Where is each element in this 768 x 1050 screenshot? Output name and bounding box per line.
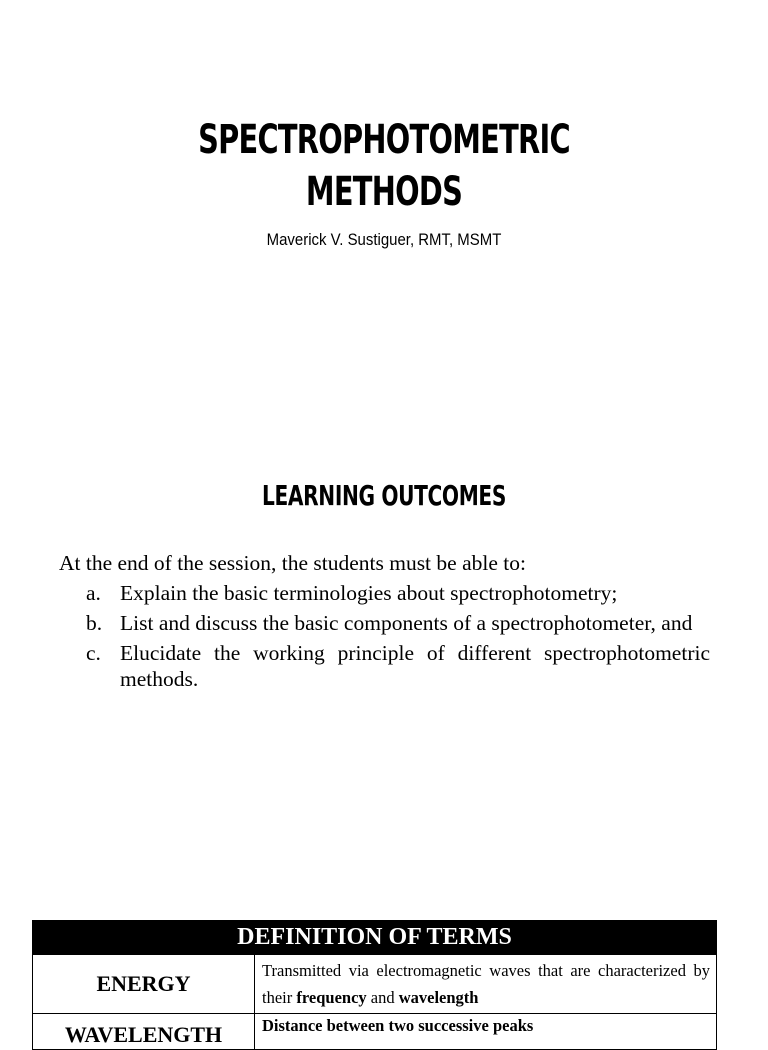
- outcome-item-b: [86, 610, 710, 636]
- document-title: [108, 114, 661, 218]
- definition-table-heading: DEFINITION OF TERMS: [33, 921, 717, 955]
- definition-row-wavelength: [33, 1014, 717, 1050]
- author-name: Maverick V. Sustiguer, RMT, MSMT: [266, 230, 502, 249]
- outcome-text: Explain the basic terminologies about spectrophotometry;: [120, 581, 618, 605]
- outcome-item-a: [86, 580, 710, 606]
- definition-table: [32, 920, 717, 1050]
- outcome-text: Elucidate the working principle of different spectrophotometric methods.: [120, 641, 710, 691]
- term-energy: ENERGY: [33, 955, 255, 1014]
- title-line-1: SPECTROPHOTOMETRIC: [198, 117, 570, 163]
- definition-keyword-wavelength: wavelength: [398, 988, 479, 1007]
- learning-outcomes-list: [86, 580, 710, 696]
- definition-row-energy: [33, 955, 717, 1014]
- learning-outcomes-heading: LEARNING OUTCOMES: [262, 479, 506, 512]
- outcome-item-c: [86, 640, 710, 692]
- definition-keyword-frequency: frequency: [296, 988, 367, 1007]
- learning-outcomes-intro: At the end of the session, the students must be able to:: [59, 551, 526, 575]
- definition-wavelength: Distance between two successive peaks: [255, 1014, 717, 1050]
- outcome-letter: b.: [86, 611, 103, 635]
- definition-text: and: [366, 988, 399, 1007]
- definition-text: Transmitted via electromagnetic waves that are characterized by their: [262, 961, 710, 1007]
- outcome-letter: c.: [86, 641, 101, 665]
- title-line-2: METHODS: [305, 169, 463, 215]
- term-wavelength: WAVELENGTH: [33, 1014, 255, 1050]
- definition-energy: [255, 955, 717, 1014]
- outcome-letter: a.: [86, 581, 101, 605]
- outcome-text: List and discuss the basic components of a spectrophotometer, and: [120, 611, 693, 635]
